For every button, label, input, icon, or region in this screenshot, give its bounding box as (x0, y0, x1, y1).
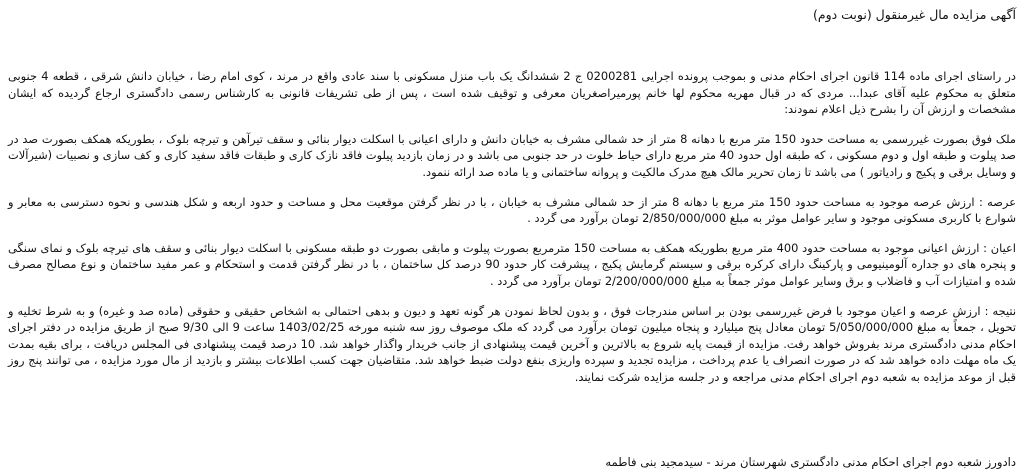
property-description-paragraph: ملک فوق بصورت غیررسمی به مساحت حدود 150 متر مربع با دهانه 8 متر از حد شمالی مشرف به خیابان دانش و دارای اعیانی با اسکلت دیوار بنائی و سقف تیرآهن و تیرچه بلوک ، بطوریکه همکف بصورت صد در صد پیلوت و طبقه اول و دوم مسکونی ، که طبقه اول حدود 40 متر مربع دارای حیاط خلوت در حد جنوبی می باشد و در زمان بازدید پیلوت فاقد نازک کاری و طبقات فاقد سفید کاری و کف سازی و نصبیات (شیرآلات و وسایل برقی و پکیج و رادیاتور ) می باشد تا زمان تحریر مالک هیچ مدرک مالکیت و پروانه ساختمانی و یا ماده صد ارائه ننمود. (8, 131, 1016, 179)
land-value-paragraph: عرصه : ارزش عرصه موجود به مساحت حدود 150 متر مربع با دهانه 8 متر از حد شمالی مشرف به خیابان ، با در نظر گرفتن موقعیت محل و مساحت و حدود اربعه و شکل هندسی و نحوه دسترسی به معابر و شوارع با کاربری مسکونی موجود و سایر عوامل موثر به مبلغ 2/850/000/000 تومان برآورد می گردد . (8, 194, 1016, 226)
notice-title: آگهی مزایده مال غیرمنقول (نوبت دوم) (812, 7, 1016, 22)
building-value-paragraph: اعیان : ارزش اعیانی موجود به مساحت حدود 400 متر مربع بطوریکه همکف به مساحت 150 مترمربع بصورت پیلوت و مابقی بصورت دو طبقه مسکونی با اسکلت دیوار بنائی و سقف های تیرچه بلوک و نمای سنگی و پنجره های دو جداره آلومینیومی و پارکینگ دارای کرکره برقی و سیستم گرمایش پکیج ، پیشرفت کار حدود 90 درصد کل ساختمان ، با در نظر گرفتن قدمت و استحکام و عمر مفید ساختمان و نوع مصالح مصرف شده و امتیازات آب و فاضلاب و برق وسایر عوامل موثر جمعاً به مبلغ 2/200/000/000 تومان برآورد می گردد . (8, 240, 1016, 288)
result-paragraph: نتیجه : ارزش عرصه و اعیان موجود با فرض غیررسمی بودن بر اساس مندرجات فوق ، و بدون لحاظ نمودن هر گونه تعهد و دیون و بدهی احتمالی به اشخاص حقیقی و حقوقی (ماده صد و غیره) و به شرط تخلیه و تحویل ، جمعاً به مبلغ 5/050/000/000 تومان معادل پنج میلیارد و پنجاه میلیون تومان برآورد می گردد که ملک موصوف روز سه شنبه مورخه 1403/02/25 ساعت 9 الی 9/30 صبح از طریق مزایده در دفتر اجرای احکام مدنی دادگستری مرند بفروش خواهد رفت. مزایده از قیمت پایه شروع به بالاترین و آخرین قیمت پیشنهادی از جانب خریدار واگذار خواهد شد. 10 درصد قیمت پیشنهادی فی المجلس دریافت ، برای بقیه بمدت یک ماه مهلت داده خواهد شد که در صورت انصراف یا عدم پرداخت ، مزایده تجدید و سپرده واریزی بنفع دولت ضبط خواهد شد. متقاضیان جهت کسب اطلاعات بیشتر و بازدید از مال مورد مزایده ، می توانند پنج روز قبل از موعد مزایده به شعبه دوم اجرای احکام مدنی مراجعه و در جلسه مزایده شرکت نمایند. (8, 303, 1016, 384)
signature-line: دادورز شعبه دوم اجرای احکام مدنی دادگستری شهرستان مرند - سیدمجید بنی فاطمه (605, 455, 1016, 469)
intro-paragraph: در راستای اجرای ماده 114 قانون اجرای احکام مدنی و بموجب پرونده اجرایی 0200281 ج 2 ششدانگ یک باب منزل مسکونی با سند عادی واقع در مرند ، کوی امام رضا ، خیابان دانش شرقی ، قطعه 4 جنوبی متعلق به محکوم علیه آقای عبدا... مردی که در قبال مهریه محکوم لها خانم پورمیراصغریان معرفی و توقیف شده است ، پس از طی تشریفات قانونی به کارشناس رسمی دادگستری ارجاع گردیده که ایشان مشخصات و ارزش آن را بشرح ذیل اعلام نمودند: (8, 69, 1016, 117)
